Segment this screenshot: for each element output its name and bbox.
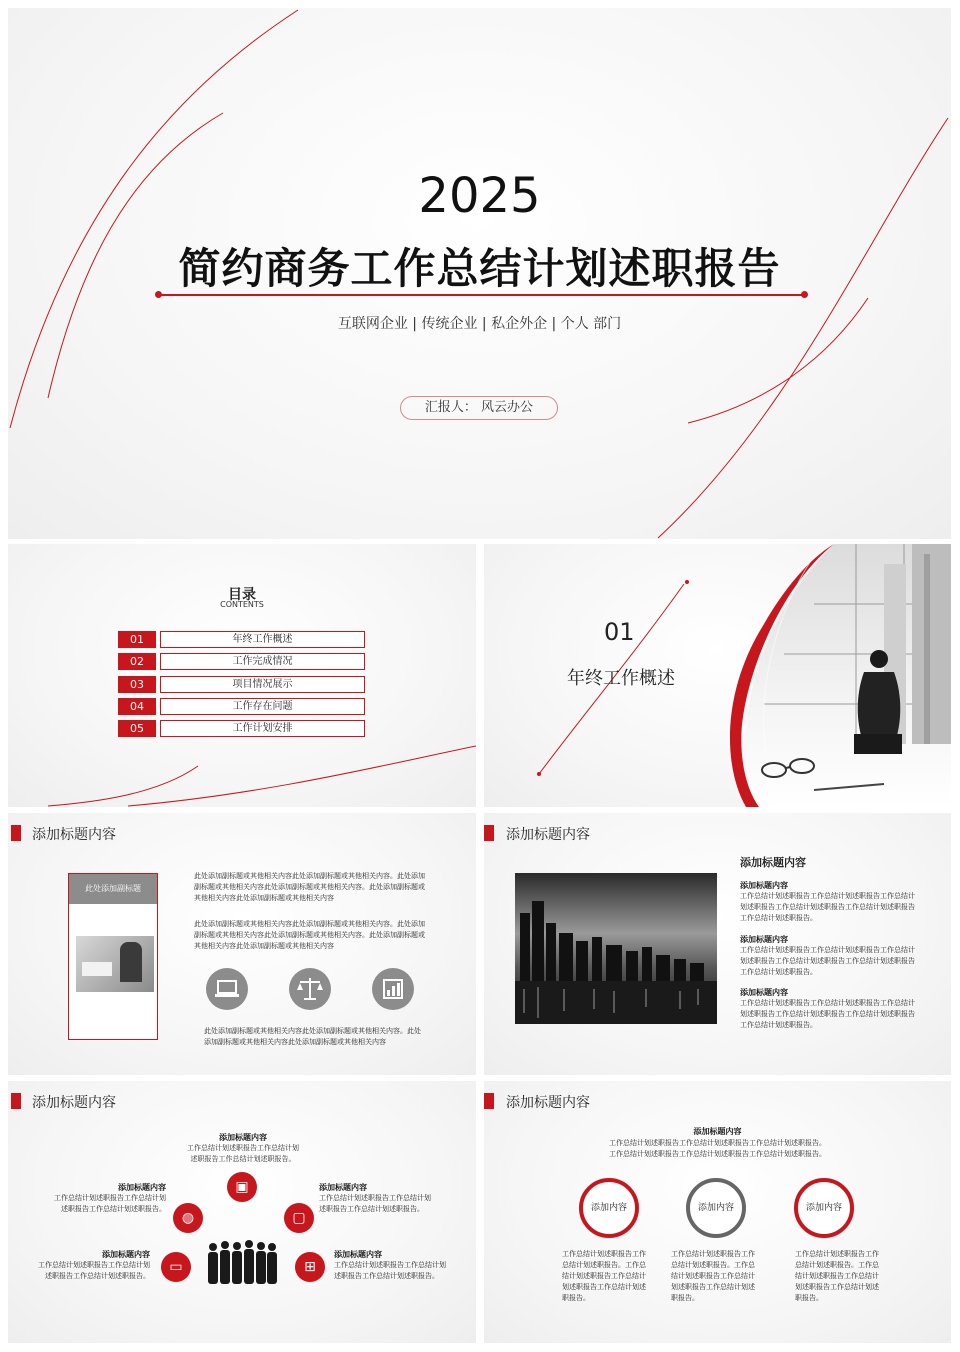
toc-item[interactable]: 工作完成情况 <box>160 653 365 670</box>
content-slide-circles[interactable] <box>484 1081 951 1343</box>
divider-dot-left <box>155 291 162 298</box>
node-text-right-2: 工作总结计划述职报告工作总结计划 <box>334 1261 446 1269</box>
toc-subtitle: CONTENTS <box>220 600 264 609</box>
toc-item[interactable]: 项目情况展示 <box>160 676 365 693</box>
node-text-left-1: 述职报告工作总结计划述职报告。 <box>61 1205 166 1213</box>
slide-header: 添加标题内容 <box>32 827 116 843</box>
toc-item[interactable]: 工作存在问题 <box>160 698 365 715</box>
section-art <box>484 544 951 807</box>
toc-slide[interactable] <box>8 544 476 807</box>
cover-title: 简约商务工作总结计划述职报告 <box>178 244 781 293</box>
scale-icon <box>289 968 331 1010</box>
block-title: 添加标题内容 <box>740 935 788 944</box>
slide-header: 添加标题内容 <box>506 1095 590 1111</box>
team-silhouette <box>8 1081 476 1343</box>
block-text: 工作总结计划述职报告工作总结计划述职报告工作总结计划述职报告工作总结计划述职报告工作总结计划述职报告工作总结计划述职报告。 <box>740 946 915 976</box>
content-title: 添加标题内容 <box>740 856 806 869</box>
paragraph-2: 此处添加副标题或其他相关内容此处添加副标题或其他相关内容。此处添加副标题或其他相关内容此处添加副标题或其他相关内容。此处添加副标题或其他相关内容此处添加副标题或其他相关内容 <box>194 920 425 950</box>
header-marker <box>484 1093 494 1109</box>
toc-num: 02 <box>118 653 156 670</box>
node-text-right-1: 工作总结计划述职报告工作总结计划 <box>319 1194 431 1202</box>
block-title: 添加标题内容 <box>740 881 788 890</box>
node-text-top: 述职报告工作总结计划述职报告。 <box>190 1155 296 1163</box>
laptop-icon <box>206 968 248 1010</box>
circle-text: 工作总结计划述职报告工作总结计划述职报告。工作总结计划述职报告工作总结计划述职报告工作总结计划述职报告。 <box>795 1250 879 1302</box>
circle-text: 工作总结计划述职报告工作总结计划述职报告。工作总结计划述职报告工作总结计划述职报告工作总结计划述职报告。 <box>671 1250 755 1302</box>
chart-icon <box>372 968 414 1010</box>
circle-text: 工作总结计划述职报告工作总结计划述职报告。工作总结计划述职报告工作总结计划述职报告工作总结计划述职报告。 <box>562 1250 646 1302</box>
content-slide-text-icons[interactable] <box>8 813 476 1075</box>
cover-slide[interactable] <box>8 8 951 539</box>
node-text-left-1: 工作总结计划述职报告工作总结计划 <box>54 1194 166 1202</box>
block-text: 工作总结计划述职报告工作总结计划述职报告工作总结计划述职报告工作总结计划述职报告工作总结计划述职报告工作总结计划述职报告。 <box>740 892 915 922</box>
paragraph-3: 此处添加副标题或其他相关内容此处添加副标题或其他相关内容。此处添加副标题或其他相关内容此处添加副标题或其他相关内容 <box>204 1027 421 1046</box>
node-text-top: 工作总结计划述职报告工作总结计划 <box>187 1144 299 1152</box>
block-title: 添加标题内容 <box>740 988 788 997</box>
toc-item[interactable]: 年终工作概述 <box>160 631 365 648</box>
toc-num: 04 <box>118 698 156 715</box>
paragraph-1: 此处添加副标题或其他相关内容此处添加副标题或其他相关内容。此处添加副标题或其他相关内容此处添加副标题或其他相关内容。此处添加副标题或其他相关内容此处添加副标题或其他相关内容 <box>194 872 425 902</box>
cover-divider <box>158 294 804 296</box>
divider-dot-right <box>801 291 808 298</box>
toc-item[interactable]: 工作计划安排 <box>160 720 365 737</box>
toc-num: 01 <box>118 631 156 648</box>
toc-num: 03 <box>118 676 156 693</box>
cover-subtitle: 互联网企业 | 传统企业 | 私企外企 | 个人 部门 <box>337 316 622 332</box>
card-title: 此处添加副标题 <box>69 874 157 904</box>
laptop-icon: ▭ <box>161 1252 191 1282</box>
section-title: 年终工作概述 <box>567 668 675 689</box>
phone-icon: ▢ <box>284 1203 314 1233</box>
content-circle: 添加内容 <box>579 1178 639 1238</box>
windows-icon: ⊞ <box>295 1252 325 1282</box>
node-title-top: 添加标题内容 <box>219 1133 267 1142</box>
node-title-left-1: 添加标题内容 <box>118 1183 166 1192</box>
subtitle-card <box>68 873 158 1040</box>
node-text-right-2: 述职报告工作总结计划述职报告。 <box>334 1272 439 1280</box>
block-text: 工作总结计划述职报告工作总结计划述职报告工作总结计划述职报告工作总结计划述职报告工作总结计划述职报告工作总结计划述职报告。 <box>740 999 915 1029</box>
computer-icon: ▣ <box>227 1172 257 1202</box>
node-text-left-2: 述职报告工作总结计划述职报告。 <box>45 1272 150 1280</box>
node-text-right-1: 述职报告工作总结计划述职报告。 <box>319 1205 424 1213</box>
node-title-left-2: 添加标题内容 <box>102 1250 150 1259</box>
content-title: 添加标题内容 <box>693 1127 742 1136</box>
content-slide-photo-text[interactable] <box>484 813 951 1075</box>
city-skyline-photo <box>484 813 951 1075</box>
slide-header: 添加标题内容 <box>32 1095 116 1111</box>
content-line-1: 工作总结计划述职报告工作总结计划述职报告工作总结计划述职报告。 <box>609 1139 826 1147</box>
content-slide-team[interactable] <box>8 1081 476 1343</box>
node-text-left-2: 工作总结计划述职报告工作总结计划 <box>38 1261 150 1269</box>
meeting-photo <box>76 936 154 992</box>
section-number: 01 <box>604 618 635 646</box>
content-circle: 添加内容 <box>794 1178 854 1238</box>
node-title-right-1: 添加标题内容 <box>319 1183 367 1192</box>
section-slide[interactable] <box>484 544 951 807</box>
node-title-right-2: 添加标题内容 <box>334 1250 382 1259</box>
slide-header: 添加标题内容 <box>506 827 590 843</box>
header-marker <box>11 825 21 841</box>
content-circle: 添加内容 <box>686 1178 746 1238</box>
toc-title: 目录 <box>228 587 256 603</box>
reporter-badge: 汇报人： 风云办公 <box>400 396 558 420</box>
mouse-icon: ◍ <box>173 1203 203 1233</box>
toc-num: 05 <box>118 720 156 737</box>
content-line-2: 工作总结计划述职报告工作总结计划述职报告工作总结计划述职报告。 <box>609 1150 826 1158</box>
cover-year: 2025 <box>418 168 541 224</box>
